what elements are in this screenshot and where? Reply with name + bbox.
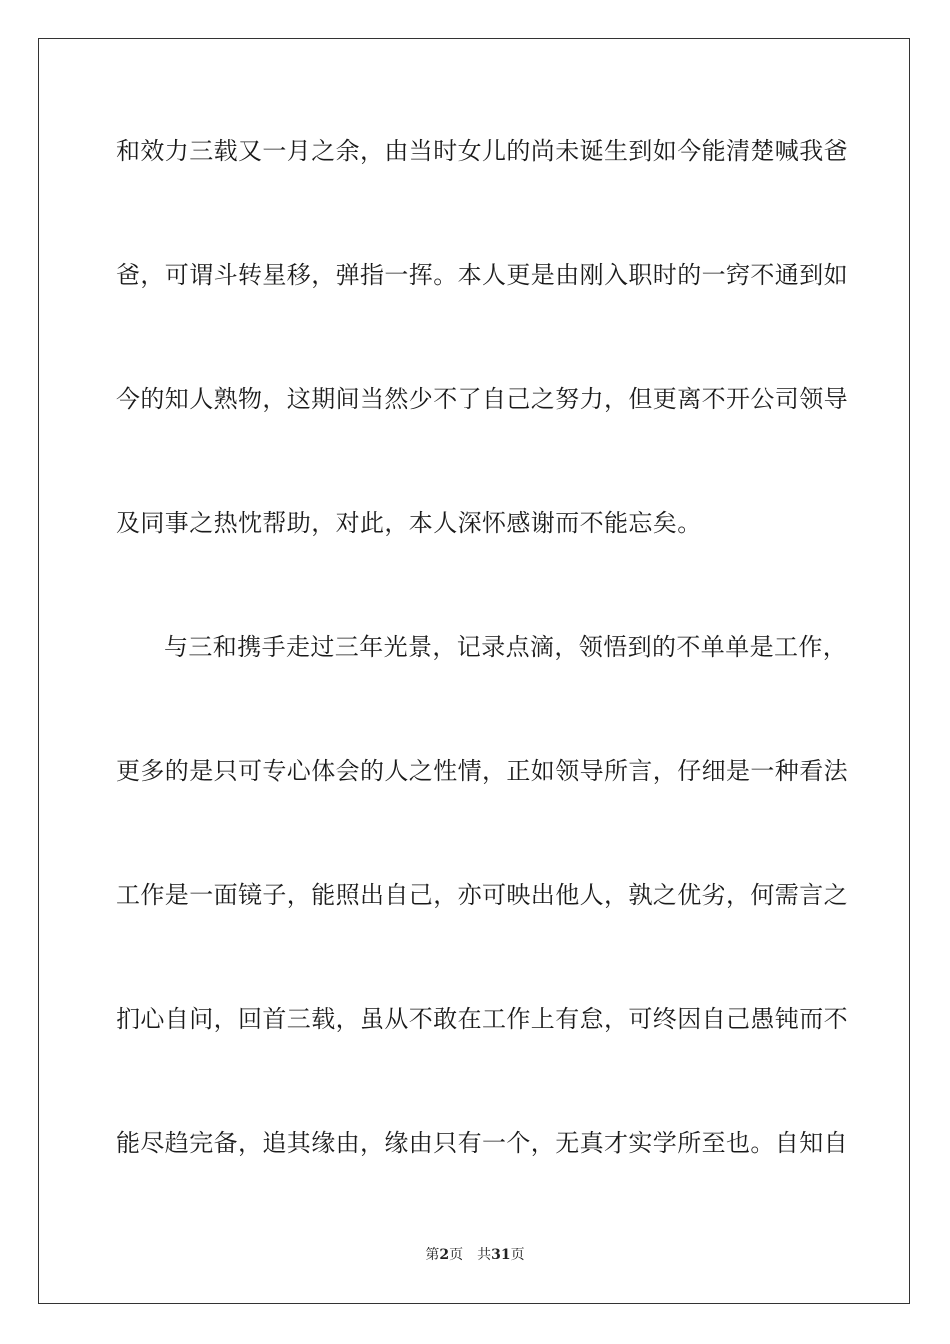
text-line-9: 能尽趋完备，追其缘由，缘由只有一个，无真才实学所至也。自知自 xyxy=(116,1129,848,1157)
text-line-5: 与三和携手走过三年光景，记录点滴，领悟到的不单单是工作， xyxy=(164,633,848,661)
page-prefix: 第 xyxy=(425,1247,440,1263)
text-line-3: 今的知人熟物，这期间当然少不了自己之努力，但更离不开公司领导 xyxy=(116,385,848,413)
text-line-2: 爸，可谓斗转星移，弹指一挥。本人更是由刚入职时的一窍不通到如 xyxy=(116,261,848,289)
total-page-count: 31 xyxy=(491,1247,511,1263)
page-border xyxy=(38,38,910,1304)
text-line-7: 工作是一面镜子，能照出自己，亦可映出他人，孰之优劣，何需言之 xyxy=(116,881,848,909)
page-footer xyxy=(0,1245,950,1265)
text-line-6: 更多的是只可专心体会的人之性情，正如领导所言，仔细是一种看法 xyxy=(116,757,848,785)
page-suffix: 页 xyxy=(449,1247,464,1263)
text-line-1: 和效力三载又一月之余，由当时女儿的尚未诞生到如今能清楚喊我爸 xyxy=(116,137,848,165)
current-page-number: 2 xyxy=(439,1247,450,1263)
text-line-4: 及同事之热忱帮助，对此，本人深怀感谢而不能忘矣。 xyxy=(116,509,702,537)
total-suffix: 页 xyxy=(510,1247,525,1263)
total-prefix: 共 xyxy=(477,1247,492,1263)
text-line-8: 扪心自问，回首三载，虽从不敢在工作上有怠，可终因自己愚钝而不 xyxy=(116,1005,848,1033)
